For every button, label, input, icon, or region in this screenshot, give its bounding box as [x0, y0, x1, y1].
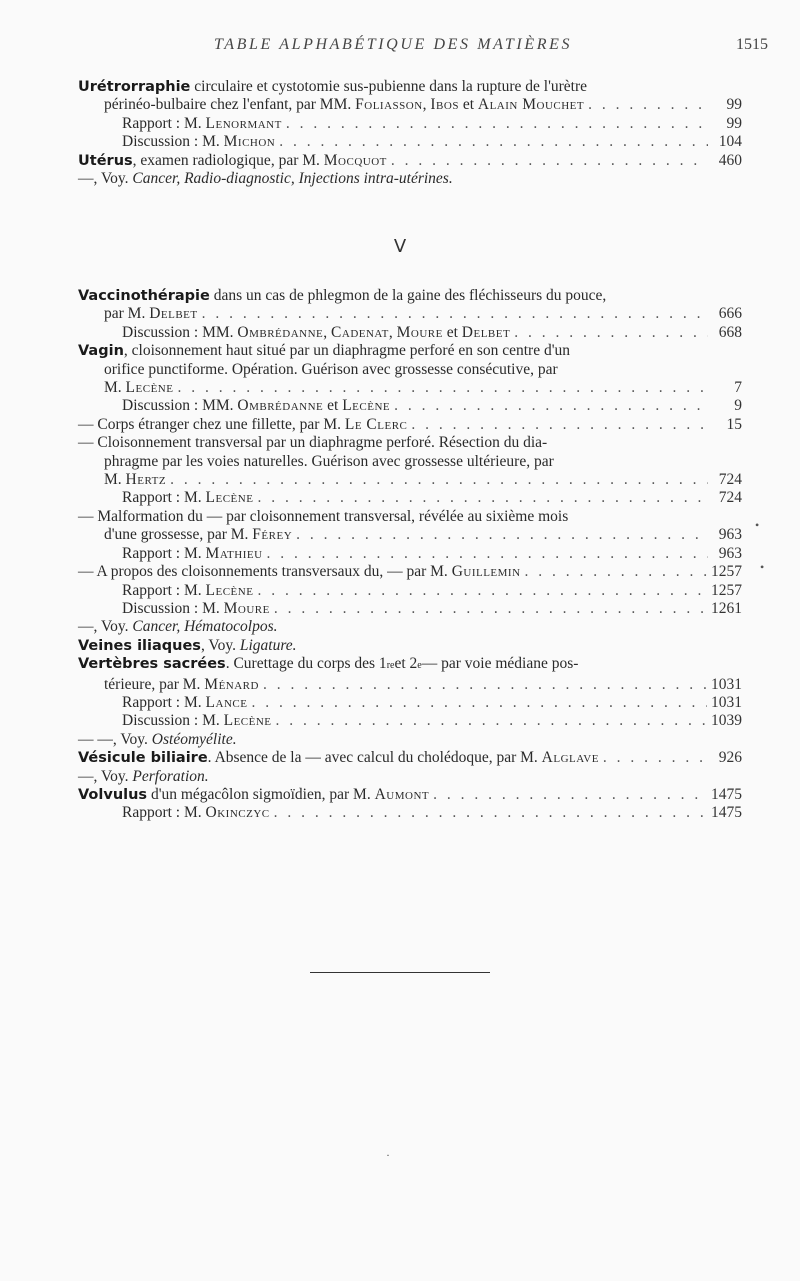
index-body — [78, 78, 742, 188]
entry-heading: Vésicule biliaire — [78, 750, 208, 767]
page-ref: 666 — [718, 305, 742, 323]
see-also: Perforation. — [132, 767, 209, 785]
page-ref: 1257 — [711, 563, 742, 581]
index-entry-veines-iliaques: Veines iliaques , Voy. Ligature. — [78, 636, 297, 654]
entry-heading: Vertèbres sacrées — [78, 656, 226, 673]
page-number: 1515 — [736, 36, 768, 53]
page-ref: 668 — [718, 323, 742, 341]
entry-heading: Vagin — [78, 343, 124, 360]
page-ref: 1475 — [711, 804, 742, 822]
page-ref: 1261 — [711, 599, 742, 617]
margin-speck: • — [760, 560, 765, 574]
section-letter: V — [393, 236, 407, 257]
page-ref: 1475 — [711, 785, 742, 803]
page-ref: 15 — [726, 415, 742, 433]
page-ref: 963 — [718, 526, 742, 544]
page-ref: 99 — [726, 114, 742, 132]
entry-heading: Volvulus — [78, 786, 148, 803]
see-also: Ligature. — [239, 636, 297, 654]
entry-heading: Vaccinothérapie — [78, 288, 210, 304]
index-entry-uretrorraphie: Urétrorraphie circulaire et cystotomie sus-pubienne dans la rupture de l'urètre périnéo-bulbaire chez l'enfant, par MM. Foliasson , Ibos et Alain Mouchet . . . 99 Rapport : M. Lenormant . . . 99 Discussion : M. Michon . . . 104 — [78, 78, 742, 152]
running-header — [0, 36, 800, 58]
page-ref: 460 — [718, 151, 742, 169]
see-also: Ostéomyélite. — [151, 730, 237, 748]
page-ref: 9 — [734, 397, 742, 415]
running-title: TABLE ALPHABÉTIQUE DES MATIÈRES — [214, 36, 573, 53]
page-ref: 1031 — [711, 675, 742, 693]
index-entry-vaccinotherapie: Vaccinothérapie dans un cas de phlegmon de la gaine des fléchisseurs du pouce, par M. Delbet . . . 666 Discussion : MM. Ombrédanne , Cadenat , Moure et Delbet . . . 668 — [78, 287, 742, 342]
index-entry-volvulus: Volvulus d'un mégacôlon sigmoïdien, par M. Aumont . . . 1475 Rapport : M. Okinczyc . . . 1475 — [78, 786, 742, 823]
index-entry-vagin: Vagin , cloisonnement haut situé par un diaphragme perforé en son centre d'un orifice punctiforme. Opération. Guérison avec grossesse consécutive, par M. Lecène . . . 7 Discussion : MM. Ombrédanne et Lecène . . . 9 — Corps étranger chez une fillette, par M. Le Clerc . . . 15 — Cloisonnement transversal par un diaphragme perforé. Résection du dia- phragme par les voies naturelles. Guérison avec grossesse ultérieure, par M. Hertz . . . 724 Rapport : M. Lecène . . . 724 — Malformation du — par cloisonnement transversal, révélée au sixième mois d'une grossesse, par M. Férey . . . 963 Rapport : M. Mathieu . . . 963 — A propos des cloisonnements transversaux du, — par M. Guillemin . . . 1257 Rapport : M. Lecène . . . 1257 Discussion : M. Moure . . . 1261 —, Voy. Cancer, Hématocolpos. — [78, 342, 742, 637]
page-ref: 963 — [718, 544, 742, 562]
page-ref: 1039 — [711, 712, 742, 730]
margin-speck: • — [755, 518, 760, 532]
see-also: Cancer, Radio-diagnostic, Injections intra-utérines. — [132, 170, 453, 188]
page-speck: · — [386, 1148, 390, 1162]
page-ref: 1031 — [711, 693, 742, 711]
index-entry-uterus: Utérus , examen radiologique, par M. Mocquot . . . 460 —, Voy. Cancer, Radio-diagnostic, Injections intra-utérines. — [78, 152, 742, 189]
page-ref: 926 — [718, 749, 742, 767]
index-entry-vesicule-biliaire: Vésicule biliaire . Absence de la — avec calcul du cholédoque, par M. Alglave . . . 926 —, Voy. Perforation. — [78, 749, 742, 786]
index-entry-vertebres-sacrees: Vertèbres sacrées . Curettage du corps des 1 re et 2 e — par voie médiane pos- térieure, par M. Ménard . . . 1031 Rapport : M. Lance . . . 1031 Discussion : M. Lecène . . . 1039 — —, Voy. Ostéomyélite. — [78, 655, 742, 749]
page-ref: 724 — [718, 489, 742, 507]
entry-heading: Urétrorraphie — [78, 79, 191, 95]
end-rule — [310, 972, 490, 973]
page-ref: 99 — [726, 96, 742, 114]
entry-heading: Utérus — [78, 152, 133, 169]
index-body-v — [78, 287, 742, 823]
page-ref: 724 — [718, 471, 742, 489]
page-ref: 104 — [718, 133, 742, 151]
see-also: Cancer, Hématocolpos. — [132, 618, 278, 636]
entry-heading: Veines iliaques — [78, 637, 201, 654]
page-ref: 7 — [734, 379, 742, 397]
page-ref: 1257 — [711, 581, 742, 599]
